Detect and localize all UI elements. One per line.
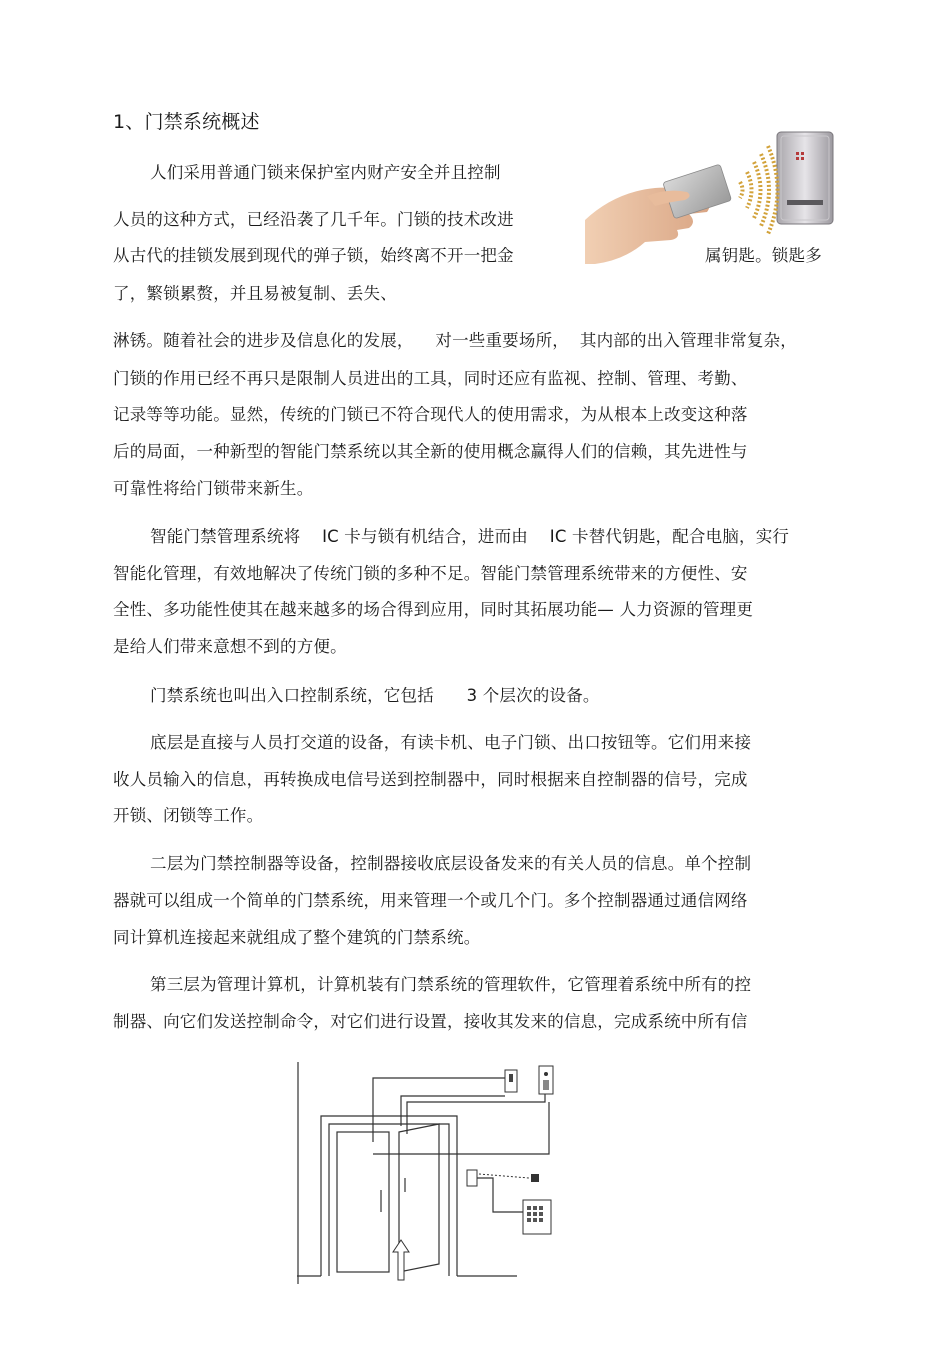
paragraph-line: 从古代的挂锁发展到现代的弹子锁，始终离不开一把金 [113, 246, 514, 265]
section-heading: 1、门禁系统概述 [113, 111, 260, 133]
paragraph-line: 记录等等功能。显然，传统的门锁已不符合现代人的使用需求，为从根本上改变这种落 [113, 405, 748, 424]
paragraph-line: 门锁的作用已经不再只是限制人员进出的工具，同时还应有监视、控制、管理、考勤、 [113, 369, 748, 388]
paragraph-line: 底层是直接与人员打交道的设备，有读卡机、电子门锁、出口按钮等。它们用来接 [150, 733, 752, 752]
paragraph-line: 后的局面，一种新型的智能门禁系统以其全新的使用概念赢得人们的信赖，其先进性与 [113, 442, 748, 461]
paragraph-line: 智能化管理，有效地解决了传统门锁的多种不足。智能门禁管理系统带来的方便性、安 [113, 564, 748, 583]
door-access-diagram [297, 1062, 559, 1284]
paragraph-line: 是给人们带来意想不到的方便。 [113, 637, 347, 656]
paragraph-line: 第三层为管理计算机，计算机装有门禁系统的管理软件，它管理着系统中所有的控 [150, 975, 752, 994]
paragraph-line: 人们采用普通门锁来保护室内财产安全并且控制 [150, 163, 501, 182]
paragraph-line: 开锁、闭锁等工作。 [113, 806, 264, 825]
paragraph-line: 淋锈。随着社会的进步及信息化的发展， 对一些重要场所， 其内部的出入管理非常复杂， [113, 331, 797, 350]
paragraph-line: 收人员输入的信息，再转换成电信号送到控制器中，同时根据来自控制器的信号，完成 [113, 770, 748, 789]
paragraph-line: 了，繁锁累赘，并且易被复制、丢失、 [113, 284, 397, 303]
paragraph-line: 人员的这种方式，已经沿袭了几千年。门锁的技术改进 [113, 210, 514, 229]
paragraph-line: 同计算机连接起来就组成了整个建筑的门禁系统。 [113, 928, 481, 947]
card-reader-photo [585, 130, 835, 270]
paragraph-line: 器就可以组成一个简单的门禁系统，用来管理一个或几个门。多个控制器通过通信网络 [113, 891, 748, 910]
paragraph-line: 属钥匙。锁匙多 [705, 246, 822, 265]
paragraph-line: 可靠性将给门锁带来新生。 [113, 479, 314, 498]
paragraph-line: 制器、向它们发送控制命令，对它们进行设置，接收其发来的信息，完成系统中所有信 [113, 1012, 748, 1031]
paragraph-line: 门禁系统也叫出入口控制系统，它包括 3 个层次的设备。 [150, 686, 600, 705]
paragraph-line: 二层为门禁控制器等设备，控制器接收底层设备发来的有关人员的信息。单个控制 [150, 854, 752, 873]
paragraph-line: 全性、多功能性使其在越来越多的场合得到应用，同时其拓展功能— 人力资源的管理更 [113, 600, 754, 619]
paragraph-line: 智能门禁管理系统将 IC 卡与锁有机结合，进而由 IC 卡替代钥匙，配合电脑，实行 [150, 527, 790, 546]
